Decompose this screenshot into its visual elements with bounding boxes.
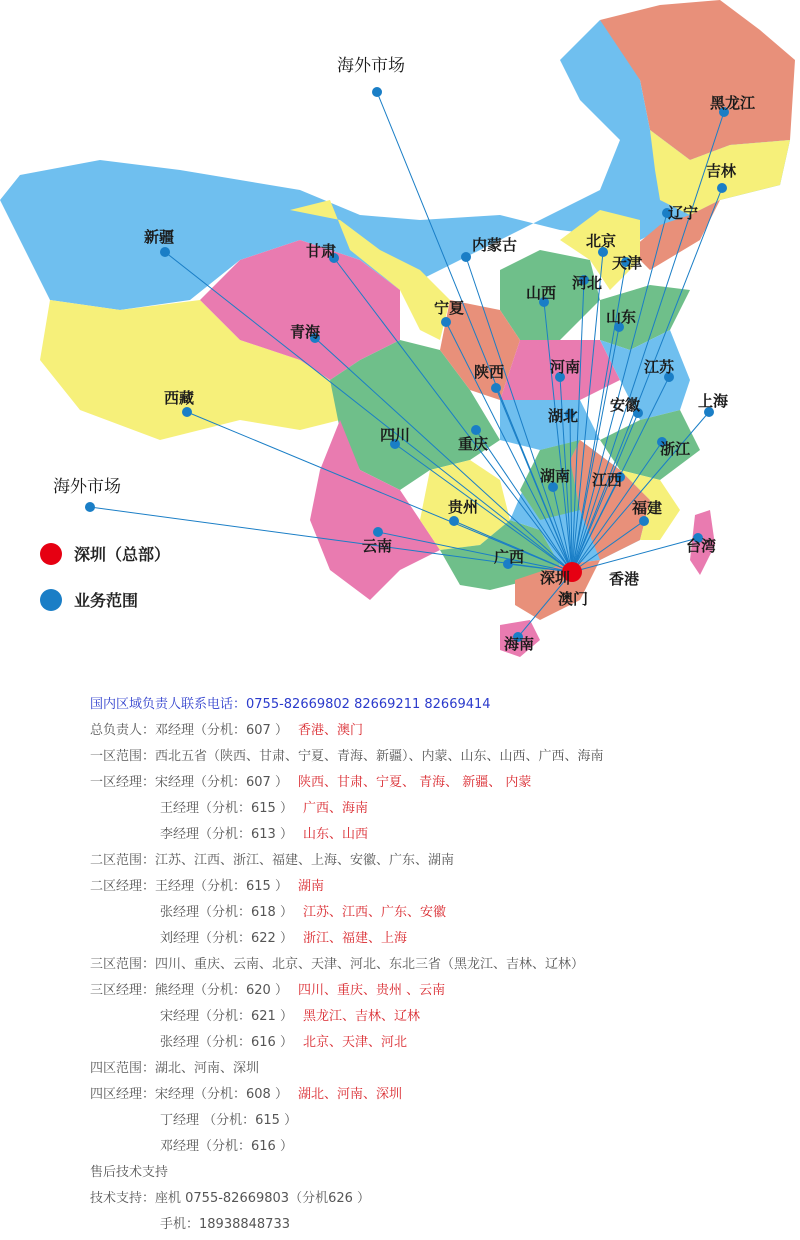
info-row-areas: 四川、重庆、贵州 、云南 xyxy=(297,983,446,998)
info-row xyxy=(90,744,780,770)
phone-line: 国内区域负责人联系电话：0755-82669802 82669211 82669414 xyxy=(90,697,491,712)
info-row-areas: 黑龙江、吉林、辽林 xyxy=(302,1009,420,1024)
info-row-label: 四区经理：宋经理（分机：608 ） xyxy=(90,1087,288,1102)
province-label: 四川 xyxy=(380,426,411,444)
province-dot xyxy=(373,527,383,537)
province-label: 山东 xyxy=(606,308,637,326)
info-row-label: 一区范围：西北五省（陕西、甘肃、宁夏、青海、新疆）、内蒙、山东、山西、广西、海南 xyxy=(90,749,604,764)
province-label: 湖南 xyxy=(540,467,571,485)
province-label: 天津 xyxy=(612,254,643,272)
overseas-dot xyxy=(85,502,95,512)
overseas-dot xyxy=(372,87,382,97)
province-dot xyxy=(441,317,451,327)
scope-legend-dot xyxy=(40,589,62,611)
province-label: 重庆 xyxy=(458,435,489,453)
info-row-label: 宋经理（分机：621 ） xyxy=(160,1009,293,1024)
province-label: 新疆 xyxy=(144,228,175,246)
info-row xyxy=(90,978,780,1004)
info-row xyxy=(90,874,780,900)
info-row xyxy=(90,796,780,822)
info-row-areas: 湖北、河南、深圳 xyxy=(297,1087,402,1102)
province-label: 海南 xyxy=(504,635,535,653)
province-label: 贵州 xyxy=(448,498,479,516)
province-label: 西藏 xyxy=(164,389,195,407)
info-row xyxy=(90,900,780,926)
manager-rows xyxy=(90,718,780,1238)
province-label: 山西 xyxy=(526,284,557,302)
province-label: 广西 xyxy=(494,548,525,566)
info-row-areas: 北京、天津、河北 xyxy=(302,1035,407,1050)
info-row-label: 李经理（分机：613 ） xyxy=(160,827,293,842)
legend-scope xyxy=(40,588,138,611)
province-label: 辽宁 xyxy=(668,204,699,222)
hq-legend-dot xyxy=(40,543,62,565)
hq-legend-label: 深圳（总部） xyxy=(74,545,171,564)
info-row xyxy=(90,1160,780,1186)
legend-hq xyxy=(40,542,170,565)
info-row xyxy=(90,1212,780,1238)
province-label: 上海 xyxy=(698,392,729,410)
province-label: 台湾 xyxy=(686,537,717,555)
info-row-label: 总负责人：邓经理（分机：607 ） xyxy=(90,723,288,738)
info-row-label: 一区经理：宋经理（分机：607 ） xyxy=(90,775,288,790)
info-row-label: 技术支持：座机 0755-82669803（分机626 ） xyxy=(90,1191,371,1206)
province-label: 陕西 xyxy=(474,363,505,381)
info-row-label: 王经理（分机：615 ） xyxy=(160,801,293,816)
province-label: 甘肃 xyxy=(306,242,337,260)
info-row-label: 四区范围：湖北、河南、深圳 xyxy=(90,1061,260,1076)
province-label: 河北 xyxy=(572,274,603,292)
contact-info xyxy=(90,692,780,1238)
province-label: 宁夏 xyxy=(434,299,465,317)
province-dot xyxy=(182,407,192,417)
info-row-label: 三区经理：熊经理（分机：620 ） xyxy=(90,983,288,998)
info-row xyxy=(90,848,780,874)
info-row xyxy=(90,926,780,952)
info-row-areas: 陕西、甘肃、宁夏、 青海、 新疆、 内蒙 xyxy=(297,775,532,790)
info-row xyxy=(90,1186,780,1212)
province-dot xyxy=(639,516,649,526)
province-dot xyxy=(449,516,459,526)
info-row-label: 二区范围：江苏、江西、浙江、福建、上海、安徽、广东、湖南 xyxy=(90,853,455,868)
info-row-label: 邓经理（分机：616 ） xyxy=(160,1139,293,1154)
info-row-label: 二区经理：王经理（分机：615 ） xyxy=(90,879,288,894)
info-row-label: 三区范围：四川、重庆、云南、北京、天津、河北、东北三省（黑龙江、吉林、辽林） xyxy=(90,957,585,972)
info-row xyxy=(90,822,780,848)
info-row-label: 刘经理（分机：622 ） xyxy=(160,931,293,946)
info-row xyxy=(90,718,780,744)
info-row-label: 售后技术支持 xyxy=(90,1165,169,1180)
info-row-areas: 广西、海南 xyxy=(302,801,368,816)
info-row xyxy=(90,1082,780,1108)
province-label: 香港 xyxy=(609,570,640,588)
overseas-label: 海外市场 xyxy=(337,56,405,76)
province-label: 内蒙古 xyxy=(472,236,518,254)
province-label: 青海 xyxy=(290,323,321,341)
hq-map-label: 深圳 xyxy=(540,569,571,587)
province-label: 江西 xyxy=(592,471,623,489)
overseas-label: 海外市场 xyxy=(53,477,121,497)
info-row-areas: 香港、澳门 xyxy=(297,723,363,738)
info-row-label: 张经理（分机：618 ） xyxy=(160,905,293,920)
info-row xyxy=(90,1030,780,1056)
info-row-areas: 浙江、福建、上海 xyxy=(302,931,407,946)
info-row xyxy=(90,1056,780,1082)
province-dot xyxy=(471,425,481,435)
info-row xyxy=(90,1134,780,1160)
info-row-label: 手机：18938848733 xyxy=(160,1217,290,1232)
info-row-areas: 湖南 xyxy=(297,879,324,894)
province-label: 北京 xyxy=(586,232,617,250)
province-label: 江苏 xyxy=(644,358,675,376)
province-label: 河南 xyxy=(550,358,581,376)
province-label: 湖北 xyxy=(548,407,579,425)
province-dot xyxy=(491,383,501,393)
province-dot xyxy=(160,247,170,257)
province-label: 吉林 xyxy=(706,162,737,180)
province-label: 澳门 xyxy=(558,590,589,608)
info-row xyxy=(90,1108,780,1134)
info-row-areas: 江苏、江西、广东、安徽 xyxy=(302,905,446,920)
province-label: 黑龙江 xyxy=(710,94,756,112)
info-row xyxy=(90,770,780,796)
info-row-areas: 山东、山西 xyxy=(302,827,368,842)
province-dot xyxy=(717,183,727,193)
province-label: 云南 xyxy=(362,537,393,555)
province-label: 安徽 xyxy=(610,396,641,414)
info-row xyxy=(90,952,780,978)
scope-legend-label: 业务范围 xyxy=(74,591,139,610)
province-label: 福建 xyxy=(632,499,663,517)
info-row-label: 丁经理 （分机：615 ） xyxy=(160,1113,298,1128)
info-row-label: 张经理（分机：616 ） xyxy=(160,1035,293,1050)
province-dot xyxy=(461,252,471,262)
info-row xyxy=(90,1004,780,1030)
province-label: 浙江 xyxy=(660,440,691,458)
